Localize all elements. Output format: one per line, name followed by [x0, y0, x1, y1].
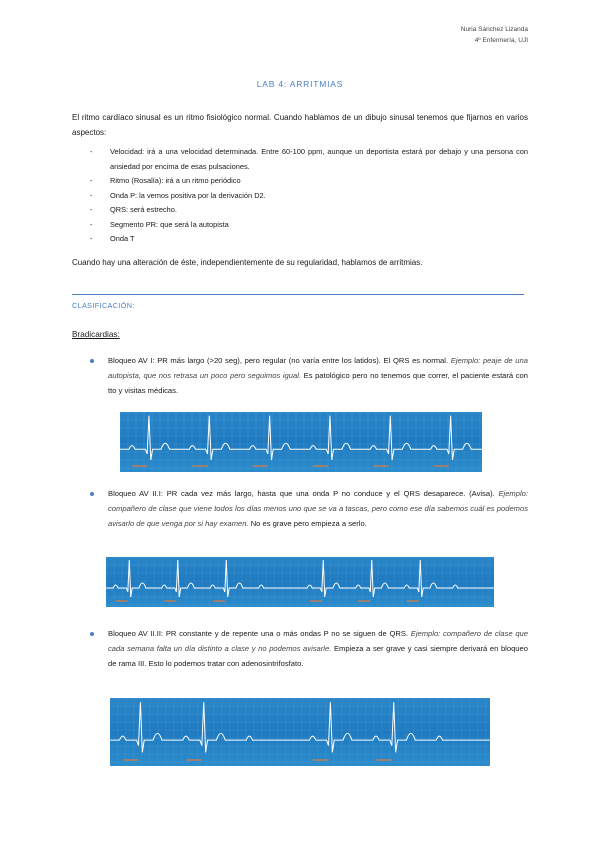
document-header — [461, 24, 528, 46]
intro-paragraph: El ritmo cardíaco sinusal es un ritmo fisiológico normal. Cuando hablamos de un dibujo sinusal tenemos que fijarnos en varios aspectos: — [72, 113, 528, 137]
ecg-trace — [120, 416, 482, 460]
bullet-example: Ejemplo: compañero de clase que viene todos los días menos uno que se va a tascas, pero como ese día sabemos cuál es podemos avisarlo de que venga por si hay examen. — [108, 489, 528, 528]
list-item: - QRS: será estrecho. — [90, 205, 177, 214]
author-name: Nuria Sánchez Lizanda — [460, 26, 528, 33]
list-item-text: Segmento PR: que será la autopista — [110, 219, 229, 229]
section-title: CLASIFICACIÓN: — [72, 301, 135, 310]
list-item-text: QRS: será estrecho. — [110, 205, 177, 214]
bullet-main-text: Bloqueo AV II.II: PR constante y de repente una o más ondas P no se siguen de QRS. — [108, 629, 409, 638]
list-item-text: Onda P: la vemos positiva por la derivación D2. — [110, 190, 266, 200]
subsection-title: Bradicardias: — [72, 330, 120, 339]
arrhythmia-note: Cuando hay una alteración de éste, independientemente de su regularidad, hablamos de arritmias. — [72, 258, 423, 267]
ecg-strip-av-block-1 — [120, 412, 482, 472]
ecg-strip-av-block-2-1 — [106, 557, 494, 607]
bullet-dot-icon — [90, 359, 94, 363]
list-item: - Onda P: la vemos positiva por la derivación D2. — [90, 190, 266, 200]
bullet-dot-icon — [90, 492, 94, 496]
list-item-text: Ritmo (Rosalía): irá a un ritmo periódico — [110, 176, 241, 185]
list-item: - Onda T — [90, 234, 135, 243]
course-label: 4º Enfermería, UJI — [474, 37, 528, 44]
page-title: LAB 4: ARRITMIAS — [256, 79, 344, 89]
list-item: - Velocidad: irá a una velocidad determinada. Entre 60-100 ppm, aunque un deportista estará por debajo y una persona con ansiedad por encima de esas pulsaciones. — [90, 147, 528, 171]
bullet-main-text: Bloqueo AV I: PR más largo (>20 seg), pero regular (no varía entre los latidos). El QRS es normal. — [108, 356, 449, 365]
list-item: - Segmento PR: que será la autopista — [90, 219, 229, 229]
bullet-main-text: Bloqueo AV II.I: PR cada vez más largo, hasta que una onda P no conduce y el QRS desaparece. (Avisa). — [108, 489, 495, 498]
ecg-trace — [106, 560, 494, 597]
list-item-text: Onda T — [110, 234, 135, 243]
ecg-trace — [110, 702, 490, 752]
bullet-example: Ejemplo: peaje de una autopista, que nos retrasa un poco pero seguimos igual. — [108, 356, 528, 380]
ecg-strip-av-block-2-2 — [110, 698, 490, 766]
bullet-dot-icon — [90, 632, 94, 636]
bullet-av-block-2-1 — [90, 487, 528, 531]
section-divider — [72, 294, 524, 295]
bullet-example: Ejemplo: compañero de clase que cada semana falta un día distinto a clase y no podemos avisarle. — [108, 629, 528, 653]
list-item: - Ritmo (Rosalía): irá a un ritmo periódico — [90, 176, 241, 185]
bullet-av-block-1 — [90, 354, 528, 398]
list-item-text: Velocidad: irá a una velocidad determinada. Entre 60-100 ppm, aunque un deportista estará por debajo y una persona con ansiedad por encima de esas pulsaciones. — [110, 147, 528, 171]
aspects-list — [90, 145, 528, 247]
bullet-tail: Empieza a ser grave y casi siempre derivará en bloqueo de rama III. Esto lo podemos tratar con adenosintrifosfato. — [108, 643, 528, 668]
bullet-av-block-2-2 — [90, 627, 528, 671]
bullet-tail: Es patológico pero no tenemos que correr, el paciente estará con tto y visitas médicas. — [108, 370, 528, 395]
bullet-tail: No es grave pero empieza a serlo. — [250, 518, 367, 528]
